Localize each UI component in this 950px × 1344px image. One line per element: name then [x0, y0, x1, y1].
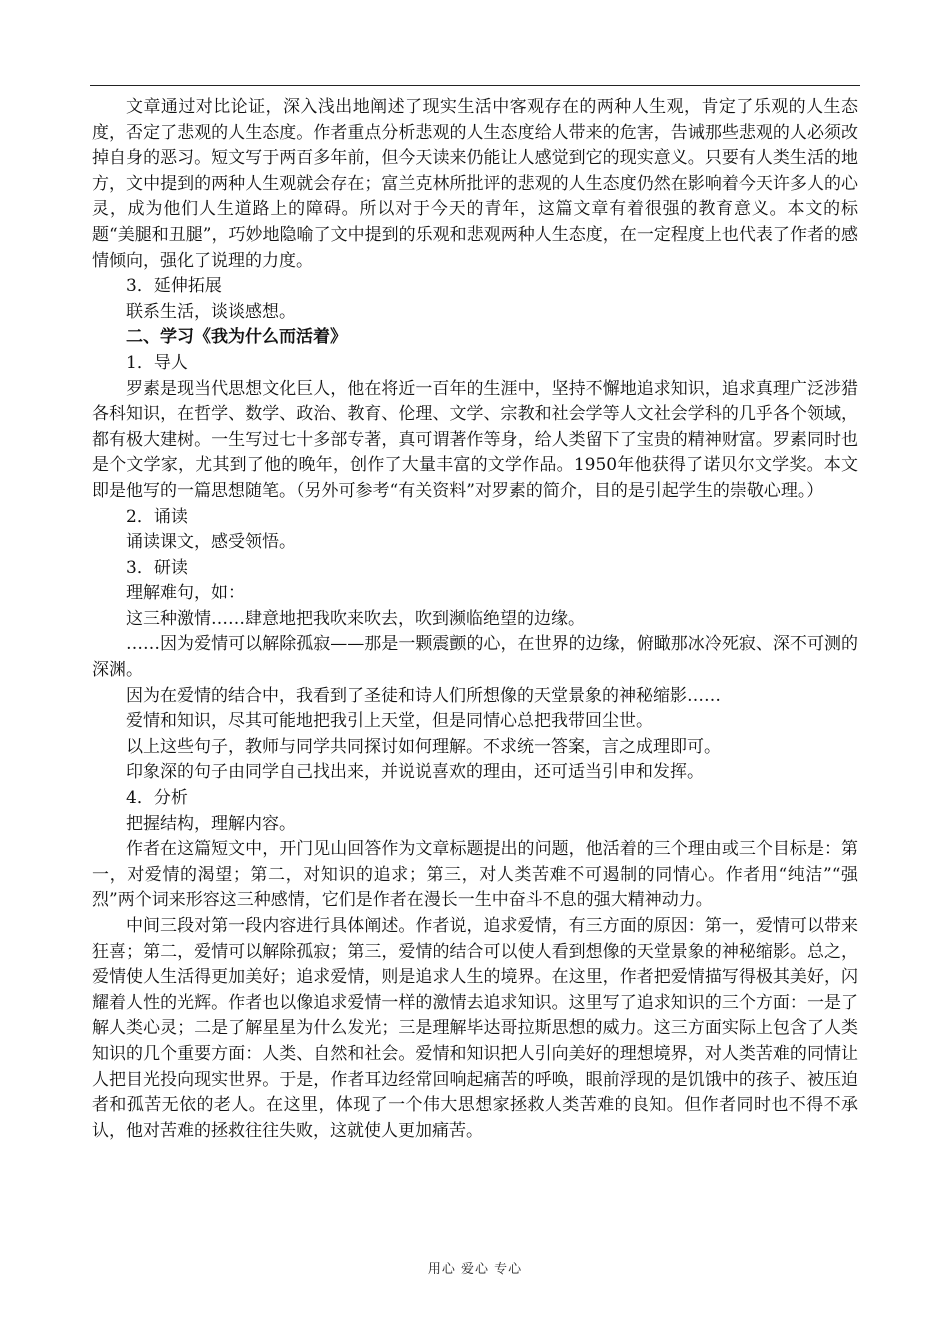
paragraph: 把握结构，理解内容。: [126, 813, 296, 834]
paragraph: 理解难句，如：: [126, 583, 245, 604]
quote-sentence: 爱情和知识，尽其可能地把我引上天堂，但是同情心总把我带回尘世。: [126, 711, 653, 732]
paragraph-structure: 作者在这篇短文中，开门见山回答作为文章标题提出的问题，他活着的三个理由或三个目标是：第一，对爱情的渴望；第二，对知识的追求；第三，对人类苦难不可遏制的同情心。作者用“纯洁”“强烈”两个词来形容这三种感情，它们是作者在漫长一生中奋斗不息的强大精神动力。: [92, 839, 858, 911]
paragraph-detail: 中间三段对第一段内容进行具体阐述。作者说，追求爱情，有三方面的原因：第一，爱情可以带来狂喜；第二，爱情可以解除孤寂；第三，爱情的结合可以使人看到想像的天堂景象的神秘缩影。总之，爱情使人生活得更加美好；追求爱情，则是追求人生的境界。在这里，作者把爱情描写得极其美好，闪耀着人性的光辉。作者也以像追求爱情一样的激情去追求知识。这里写了追求知识的三个方面：一是了解人类心灵；二是了解星星为什么发光；三是理解毕达哥拉斯思想的威力。这三方面实际上包含了人类知识的几个重要方面：人类、自然和社会。爱情和知识把人引向美好的理想境界，对人类苦难的同情让人把目光投向现实世界。于是，作者耳边经常回响起痛苦的呼唤，眼前浮现的是饥饿中的孩子、被压迫者和孤苦无依的老人。在这里，体现了一个伟大思想家拯救人类苦难的良知。但作者同时也不得不承认，他对苦难的拯救往往失败，这就使人更加痛苦。: [92, 916, 858, 1141]
page-footer: 用心 爱心 专心: [427, 1262, 523, 1277]
paragraph-summary: 文章通过对比论证，深入浅出地阐述了现实生活中客观存在的两种人生观，肯定了乐观的人生态度，否定了悲观的人生态度。作者重点分析悲观的人生态度给人带来的危害，告诫那些悲观的人必须改掉自身的恶习。短文写于两百多年前，但今天读来仍能让人感觉到它的现实意义。只要有人类生活的地方，文中提到的两种人生观就会存在；富兰克林所批评的悲观的人生态度仍然在影响着今天许多人的心灵，成为他们人生道路上的障碍。所以对于今天的青年，这篇文章有着很强的教育意义。本文的标题“美腿和丑腿”，巧妙地隐喻了文中提到的乐观和悲观两种人生态度，在一定程度上也代表了作者的感情倾向，强化了说理的力度。: [92, 97, 858, 271]
section-heading-analysis: 4．分析: [126, 788, 188, 809]
document-body: [92, 95, 858, 1144]
paragraph: 以上这些句子，教师与同学共同探讨如何理解。不求统一答案，言之成理即可。: [126, 736, 721, 757]
section-heading-study: 3．研读: [126, 557, 188, 578]
section-title: 二、学习《我为什么而活着》: [126, 327, 347, 348]
paragraph: 联系生活，谈谈感想。: [126, 301, 296, 322]
section-heading-extension: 3．延伸拓展: [126, 276, 222, 297]
paragraph: 印象深的句子由同学自己找出来，并说说喜欢的理由，还可适当引申和发挥。: [126, 762, 704, 783]
quote-sentence: ……因为爱情可以解除孤寂——那是一颗震颤的心，在世界的边缘，俯瞰那冰冷死寂、深不可测的深渊。: [92, 634, 858, 681]
section-heading-recite: 2．诵读: [126, 506, 188, 527]
section-heading-intro: 1．导人: [126, 352, 188, 373]
header-rule: [90, 85, 860, 86]
paragraph: 诵读课文，感受领悟。: [126, 532, 296, 553]
quote-sentence: 因为在爱情的结合中，我看到了圣徒和诗人们所想像的天堂景象的神秘缩影……: [126, 685, 721, 706]
paragraph-russell: 罗素是现当代思想文化巨人，他在将近一百年的生涯中，坚持不懈地追求知识，追求真理广泛涉猎各科知识，在哲学、数学、政治、教育、伦理、文学、宗教和社会学等人文社会学科的几乎各个领域，都有极大建树。一生写过七十多部专著，真可谓著作等身，给人类留下了宝贵的精神财富。罗素同时也是个文学家，尤其到了他的晚年，创作了大量丰富的文学作品。1950年他获得了诺贝尔文学奖。本文即是他写的一篇思想随笔。（另外可参考“有关资料”对罗素的简介，目的是引起学生的崇敬心理。）: [92, 378, 858, 501]
quote-sentence: 这三种激情……肆意地把我吹来吹去，吹到濒临绝望的边缘。: [126, 608, 585, 629]
